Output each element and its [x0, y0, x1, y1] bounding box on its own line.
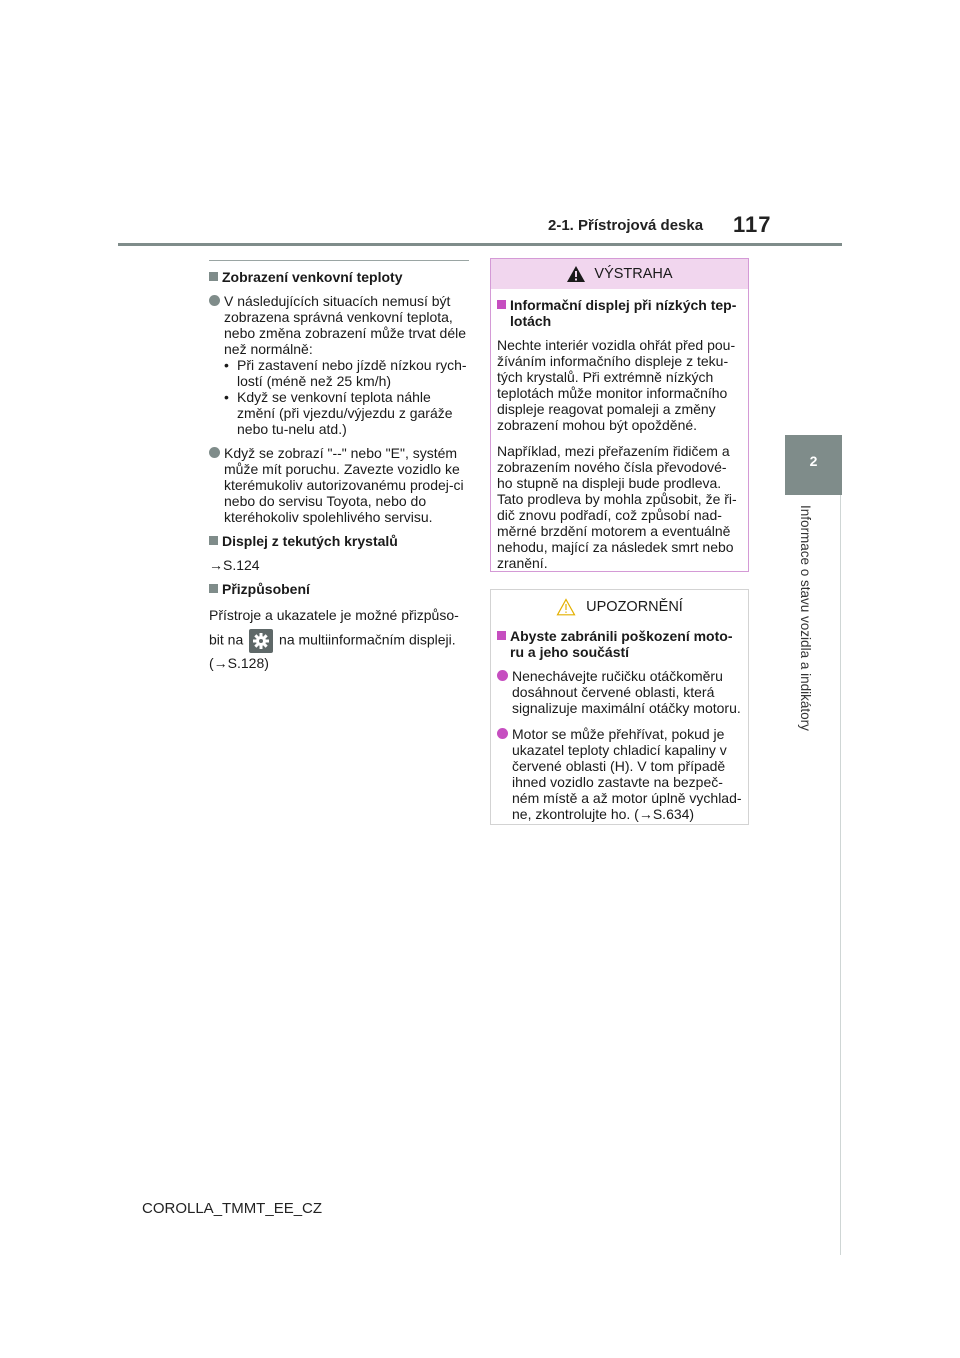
heading-outside-temp: Zobrazení venkovní teploty: [209, 269, 469, 285]
chapter-tab[interactable]: [785, 435, 842, 495]
caution-heading: Abyste zabránili poškození moto-ru a jeho součástí: [497, 628, 742, 660]
warning-heading: Informační displej při nízkých tep-lotách: [497, 297, 742, 329]
heading-customization: Přizpůsobení: [209, 581, 469, 597]
heading-lcd: Displej z tekutých krystalů: [209, 533, 469, 549]
list-item: [497, 726, 742, 822]
circle-bullet-icon: [209, 295, 220, 306]
gear-icon: [249, 629, 273, 653]
document-id: COROLLA_TMMT_EE_CZ: [142, 1200, 323, 1217]
list-item-text: Motor se může přehřívat, pokud je ukazatel teploty chladicí kapaliny v červené oblasti (H). V tom případě ihned vozidlo zastavte na bezpeč-ném místě a až motor úplně vychlad-ne, zkontrolujte ho. (→S.634): [512, 726, 742, 822]
page-reference-link[interactable]: (→S.128): [209, 655, 269, 671]
warning-box: [490, 258, 749, 572]
sub-item: • Při zastavení nebo jízdě nízkou rych-lostí (méně než 25 km/h): [224, 357, 467, 389]
warning-header: [491, 259, 748, 289]
list-item-text: Nenechávejte ručičku otáčkoměru dosáhnout červené oblasti, která signalizuje maximální otáčky motoru.: [512, 668, 741, 716]
square-bullet-icon: [497, 300, 506, 309]
circle-bullet-icon: [497, 670, 508, 681]
warning-triangle-icon: [566, 265, 586, 283]
circle-bullet-icon: [497, 728, 508, 739]
caution-title: UPOZORNĚNÍ: [586, 599, 683, 615]
square-bullet-icon: [209, 536, 218, 545]
chapter-tab-number: 2: [809, 453, 818, 469]
square-bullet-icon: [209, 584, 218, 593]
caution-header: [491, 592, 748, 622]
circle-bullet-icon: [209, 447, 220, 458]
warning-paragraph: Nechte interiér vozidla ohřát před pou-žíváním informačního displeje z teku-tých krystalů. Při extrémně nízkých teplotách může monitor informačního displeje reagovat pomaleji a změny zobrazení mohou být opožděné.: [497, 337, 736, 433]
square-bullet-icon: [497, 631, 506, 640]
left-column: [209, 260, 469, 673]
list-item-text: Když se zobrazí "--" nebo "E", systém může mít poruchu. Zavezte vozidlo ke kterémukoliv autorizovanému prodej-ci nebo do servisu Toyota, nebo do kteréhokoliv spolehlivého servisu.: [224, 445, 464, 525]
chapter-title-vertical: Informace o stavu vozidla a indikátory: [798, 505, 813, 731]
list-item-text: V následujících situacích nemusí být zobrazena správná venkovní teplota, nebo změna zobrazení může trvat déle než normálně:: [224, 293, 467, 357]
page-reference-link[interactable]: →S.124: [209, 557, 260, 573]
header-rule: [118, 243, 842, 246]
caution-triangle-icon: [556, 598, 576, 616]
sub-item: • Když se venkovní teplota náhle změní (při vjezdu/výjezdu z garáže nebo tu-nelu atd.): [224, 389, 453, 437]
list-item: [209, 293, 469, 437]
side-rule: [840, 495, 841, 1255]
warning-paragraph: Například, mezi přeřazením řidičem a zobrazením nového čísla převodové-ho stupně na displeji bude prodleva. Tato prodleva by mohla způsobit, že ři-dič znovu podřadí, což způsobí nad-měrné brzdění motorem a eventuálně nehodu, mající za následek smrt nebo zranění.: [497, 443, 737, 571]
section-title: 2-1. Přístrojová deska: [548, 217, 704, 234]
list-item: [209, 445, 469, 525]
caution-box: [490, 589, 749, 825]
warning-title: VÝSTRAHA: [594, 266, 673, 282]
list-item: [497, 668, 742, 716]
customization-text: Přístroje a ukazatele je možné přizpůso- bit na na multiinformačním displeji. (→S.128): [209, 605, 469, 673]
square-bullet-icon: [209, 272, 218, 281]
column-top-rule: [209, 260, 469, 261]
page-number: 117: [733, 212, 772, 237]
